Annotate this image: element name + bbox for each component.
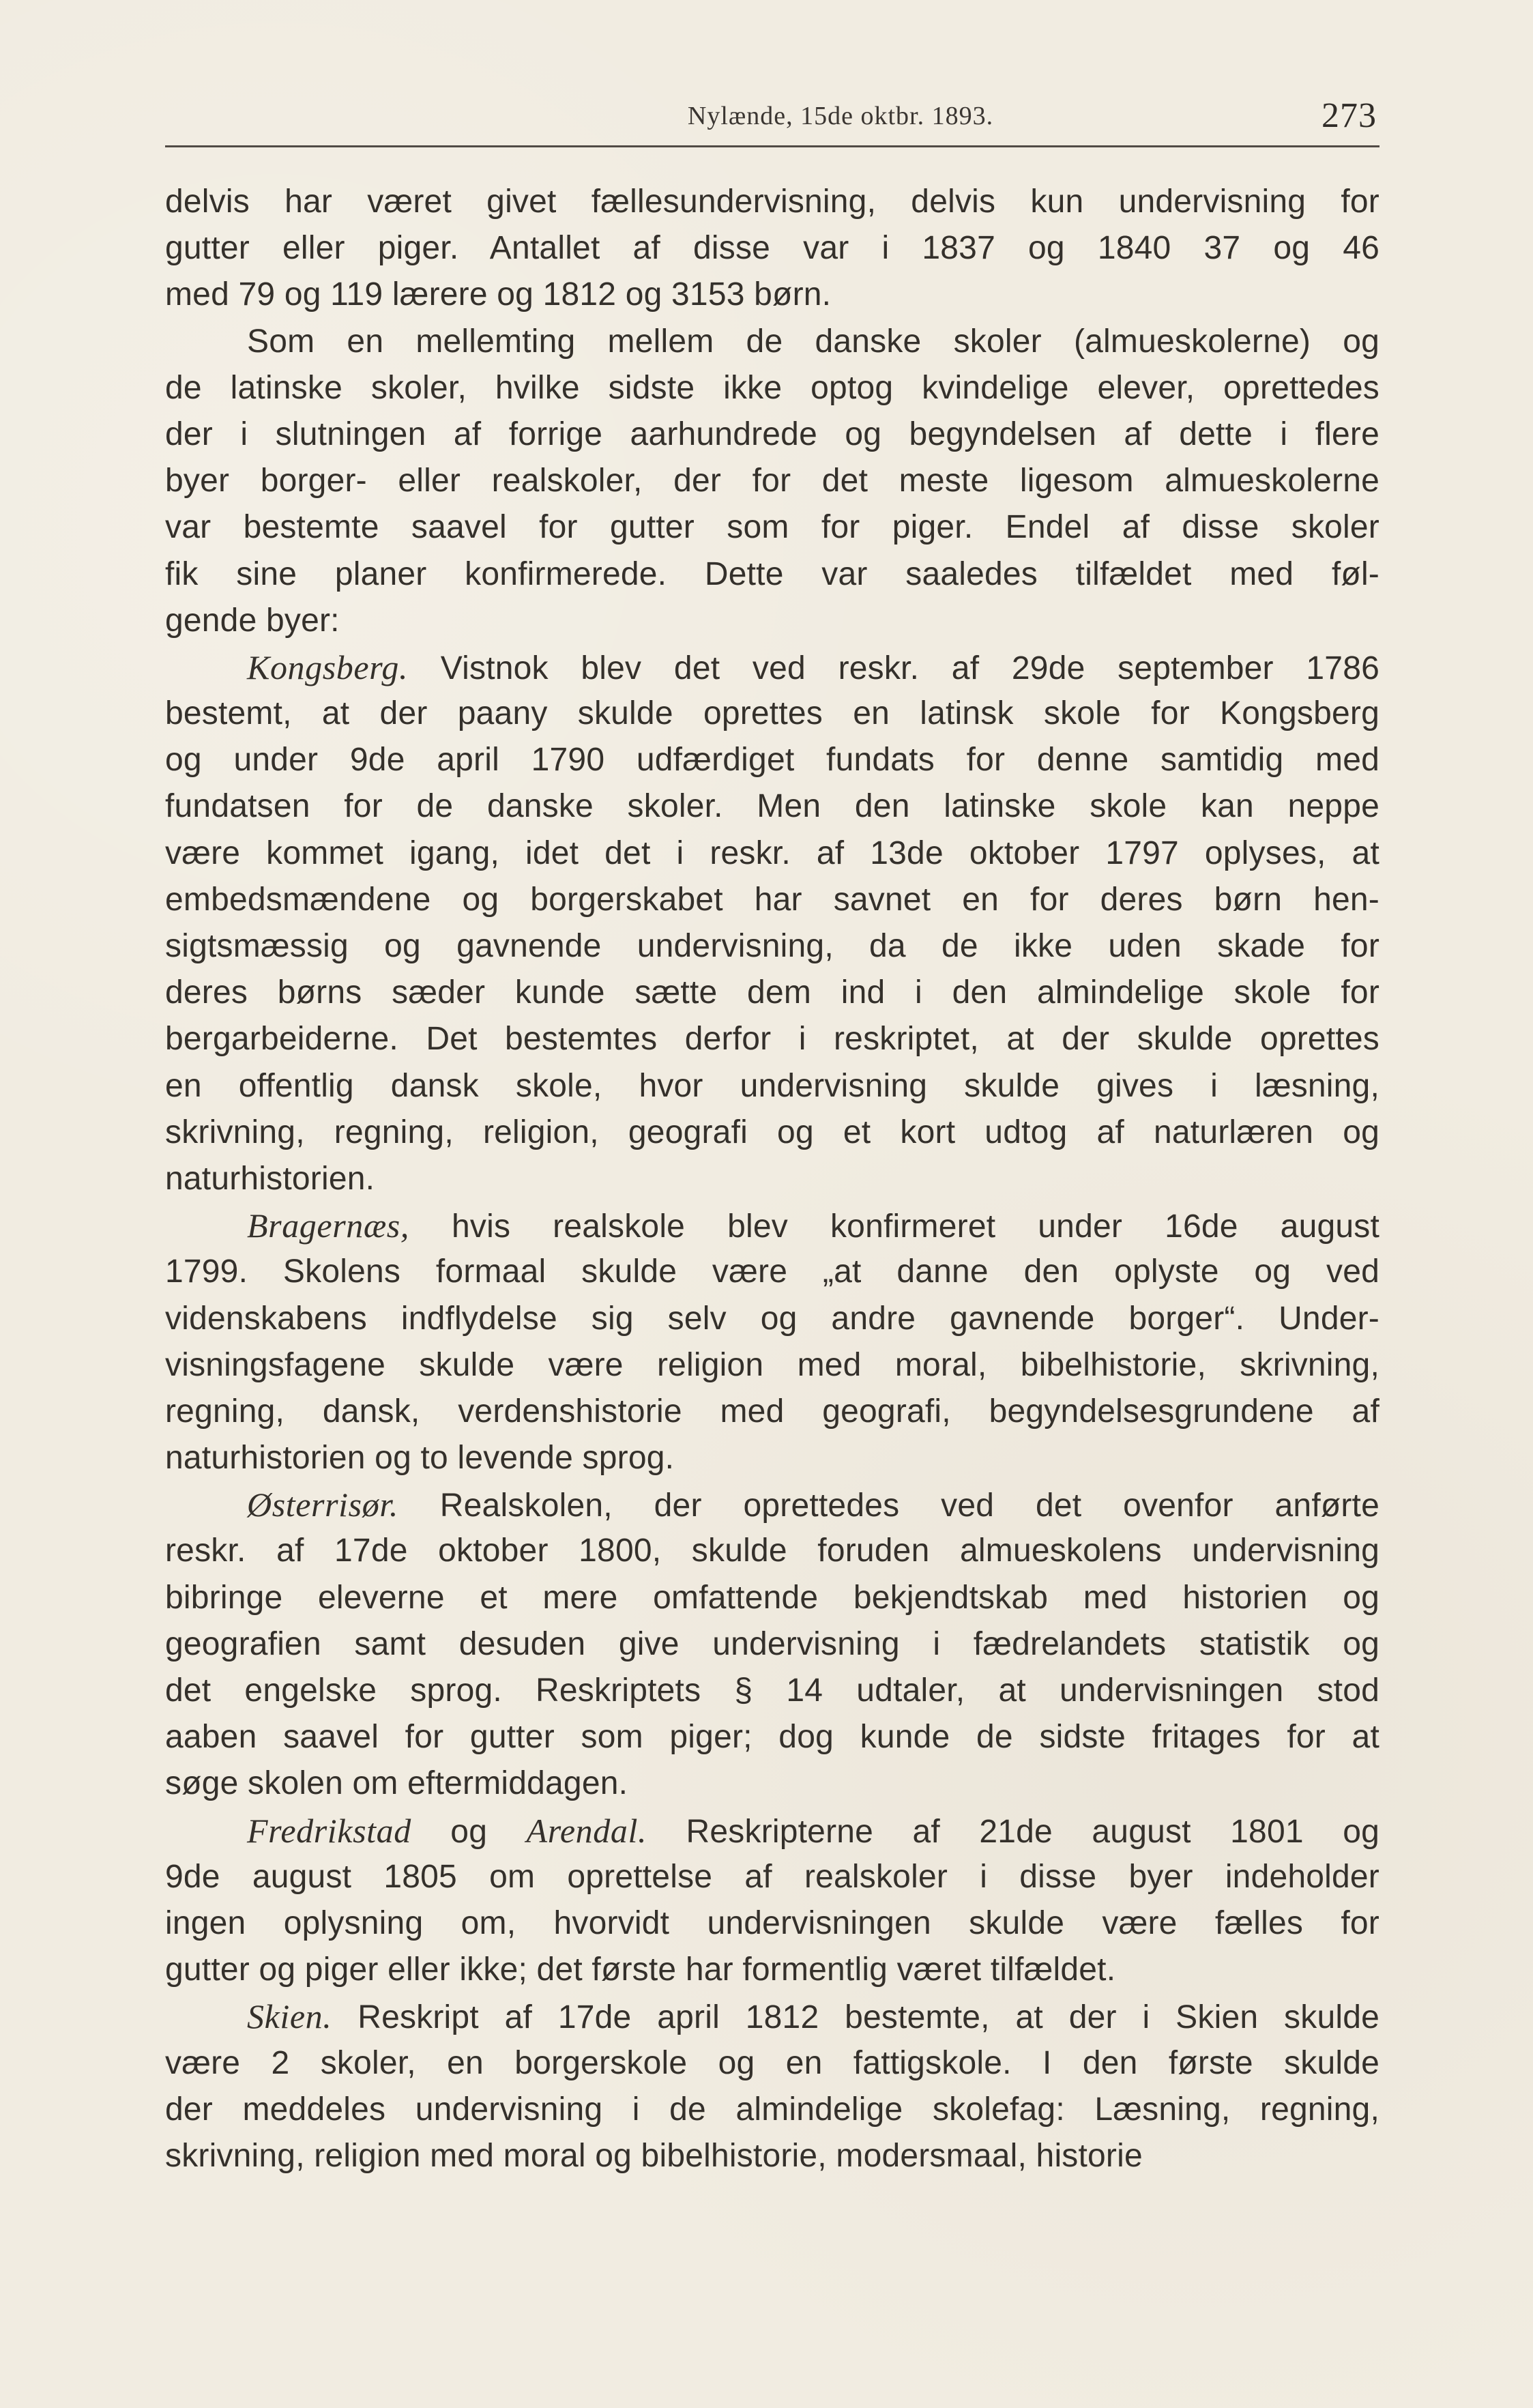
body-text: [165, 179, 1379, 2179]
text-line: være kommet igang, idet det i reskr. af 13de oktober 1797 oplyses, at: [165, 835, 1379, 871]
text-line: aaben saavel for gutter som piger; dog kunde de sidste fritages for at: [165, 1719, 1379, 1756]
place-conjunction: og: [450, 1813, 488, 1850]
text-line: skrivning, regning, religion, geografi og et kort udtog af naturlæren og: [165, 1114, 1379, 1150]
text-line: gutter og piger eller ikke; det første har formentlig været tilfældet.: [165, 1952, 1116, 1988]
text-line-with-place: [165, 1202, 1379, 1249]
text-line: reskr. af 17de oktober 1800, skulde foruden almueskolens undervisning: [165, 1533, 1379, 1569]
text-line: 9de august 1805 om oprettelse af realskoler i disse byer indeholder: [165, 1858, 1379, 1895]
place-name-arendal: Arendal.: [526, 1811, 647, 1850]
page-header: [165, 94, 1379, 149]
text-line: naturhistorien.: [165, 1160, 375, 1197]
text-line: bibringe eleverne et mere omfattende bekjendtskab med historien og: [165, 1579, 1379, 1616]
line-text: Vistnok blev det ved reskr. af 29de september 1786: [440, 650, 1379, 686]
place-name-kongsberg: Kongsberg.: [247, 648, 409, 686]
text-line: der meddeles undervisning i de almindelige skolefag: Læsning, regning,: [165, 2091, 1379, 2128]
text-line: regning, dansk, verdenshistorie med geografi, begyndelsesgrundene af: [165, 1393, 1379, 1430]
text-line: der i slutningen af forrige aarhundrede og begyndelsen af dette i flere: [165, 416, 1379, 452]
place-name-bragernaes: Bragernæs,: [247, 1206, 409, 1245]
text-line: Som en mellemting mellem de danske skoler (almueskolerne) og: [247, 323, 1379, 360]
text-line: skrivning, religion med moral og bibelhistorie, modersmaal, historie: [165, 2137, 1143, 2174]
text-line: bergarbeiderne. Det bestemtes derfor i reskriptet, at der skulde oprettes: [165, 1021, 1379, 1058]
line-text: Realskolen, der oprettedes ved det ovenfor anførte: [439, 1488, 1379, 1524]
text-line-with-place: [165, 1481, 1379, 1528]
text-line: embedsmændene og borgerskabet har savnet en for deres børn hen-: [165, 881, 1379, 918]
line-text: Reskripterne af 21de august 1801 og: [686, 1813, 1379, 1850]
text-line: visningsfagene skulde være religion med moral, bibelhistorie, skrivning,: [165, 1346, 1379, 1383]
text-line: deres børns sæder kunde sætte dem ind i den almindelige skole for: [165, 974, 1379, 1011]
text-line: naturhistorien og to levende sprog.: [165, 1440, 675, 1477]
text-line: det engelske sprog. Reskriptets § 14 udtaler, at undervisningen stod: [165, 1672, 1379, 1709]
text-line-with-place: [165, 644, 1379, 691]
text-line: byer borger- eller realskoler, der for det meste ligesom almueskolerne: [165, 463, 1379, 499]
text-line: fundatsen for de danske skoler. Men den latinske skole kan neppe: [165, 788, 1379, 825]
text-line-with-place: [165, 1993, 1379, 2040]
text-line: ingen oplysning om, hvorvidt undervisningen skulde være fælles for: [165, 1904, 1379, 1941]
text-line: bestemt, at der paany skulde oprettes en latinsk skole for Kongsberg: [165, 695, 1379, 732]
line-text: Reskript af 17de april 1812 bestemte, at der i Skien skulde: [357, 1999, 1379, 2036]
header-rule: [165, 145, 1379, 147]
text-line: gende byer:: [165, 602, 340, 639]
text-line: geografien samt desuden give undervisning i fædrelandets statistik og: [165, 1625, 1379, 1662]
text-line: gutter eller piger. Antallet af disse var i 1837 og 1840 37 og 46: [165, 230, 1379, 267]
text-line: være 2 skoler, en borgerskole og en fattigskole. I den første skulde: [165, 2044, 1379, 2081]
text-line: en offentlig dansk skole, hvor undervisning skulde gives i læsning,: [165, 1067, 1379, 1104]
running-head: Nylænde, 15de oktbr. 1893.: [687, 102, 994, 130]
text-line: delvis har været givet fællesundervisning, delvis kun undervisning for: [165, 184, 1379, 220]
text-line: fik sine planer konfirmerede. Dette var saaledes tilfældet med føl-: [165, 555, 1379, 592]
text-line: med 79 og 119 lærere og 1812 og 3153 børn.: [165, 276, 832, 313]
place-name-skien: Skien.: [247, 1997, 332, 2036]
place-name-fredrikstad: Fredrikstad: [247, 1811, 411, 1850]
place-name-osterrisor: Østerrisør.: [247, 1485, 398, 1524]
text-line: sigtsmæssig og gavnende undervisning, da de ikke uden skade for: [165, 928, 1379, 964]
text-line: de latinske skoler, hvilke sidste ikke optog kvindelige elever, oprettedes: [165, 369, 1379, 406]
text-line: og under 9de april 1790 udfærdiget fundats for denne samtidig med: [165, 742, 1379, 779]
text-line: var bestemte saavel for gutter som for piger. Endel af disse skoler: [165, 509, 1379, 546]
line-text: hvis realskole blev konfirmeret under 16de august: [452, 1208, 1379, 1245]
page-number: 273: [1322, 96, 1377, 135]
text-line: videnskabens indflydelse sig selv og andre gavnende borger“. Under-: [165, 1300, 1379, 1337]
text-line-with-place: [165, 1808, 1379, 1854]
text-line: søge skolen om eftermiddagen.: [165, 1765, 628, 1802]
text-line: 1799. Skolens formaal skulde være „at danne den oplyste og ved: [165, 1253, 1379, 1290]
